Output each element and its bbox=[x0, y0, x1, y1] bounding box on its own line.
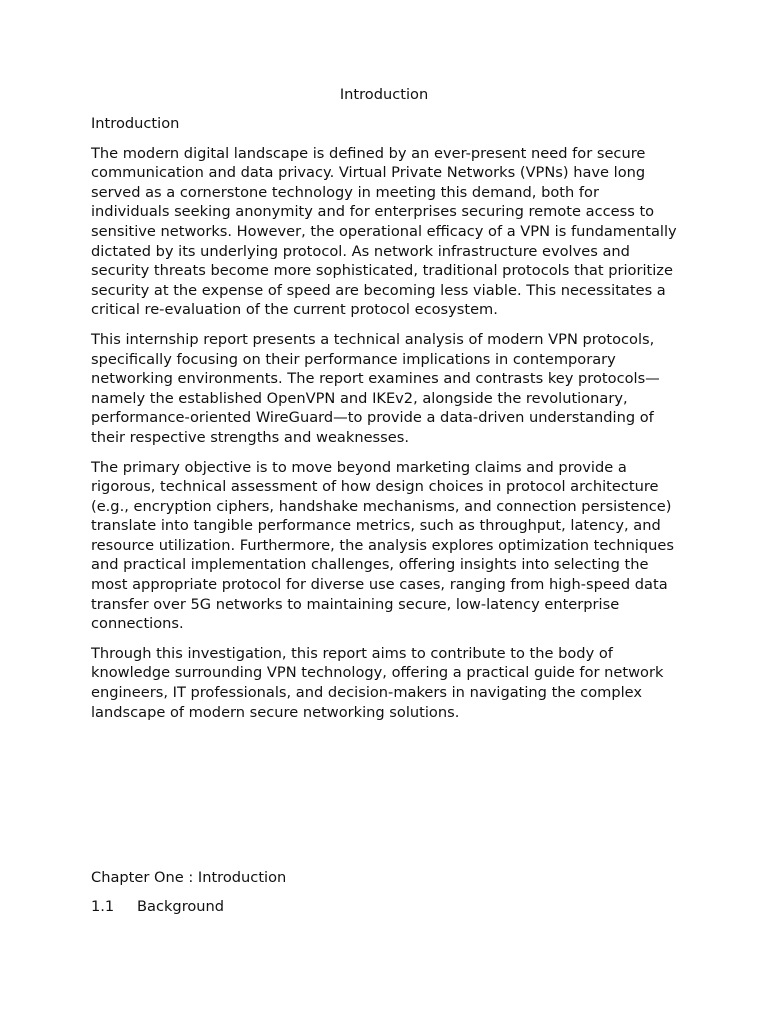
page-title: Introduction bbox=[339, 86, 429, 103]
paragraph-4: Through this investigation, this report aims to contribute to the body of knowledge surrounding VPN technology, offering a practical guide for network engineers, IT professionals, and decision-makers in navigating the complex landscape of modern secure networking solutions. bbox=[91, 644, 664, 721]
paragraph-1: The modern digital landscape is defined by an ever-present need for secure communication and data privacy. Virtual Private Networks (VPNs) have long served as a cornerstone technology in meeting this demand, both for individuals seeking anonymity and for enterprises securing remote access to sensitive networks. However, the operational efficacy of a VPN is fundamentally dictated by its underlying protocol. As network infrastructure evolves and security threats become more sophisticated, traditional protocols that prioritize security at the expense of speed are becoming less viable. This necessitates a critical re-evaluation of the current protocol ecosystem. bbox=[91, 144, 677, 319]
section-title: Background bbox=[137, 898, 225, 915]
introduction-heading: Introduction bbox=[91, 115, 180, 132]
paragraph-3: The primary objective is to move beyond marketing claims and provide a rigorous, technical assessment of how design choices in protocol architecture (e.g., encryption ciphers, handshake mechanisms, and connection persistence) translate into tangible performance metrics, such as throughput, latency, and resource utilization. Furthermore, the analysis explores optimization techniques and practical implementation challenges, offering insights into selecting the most appropriate protocol for diverse use cases, ranging from high-speed data transfer over 5G networks to maintaining secure, low-latency enterprise connections. bbox=[91, 458, 674, 633]
section-number: 1.1 bbox=[91, 898, 115, 915]
chapter-heading: Chapter One : Introduction bbox=[91, 869, 287, 886]
body-text-column bbox=[91, 114, 681, 732]
paragraph-2: This internship report presents a technical analysis of modern VPN protocols, specifically focusing on their performance implications in contemporary networking environments. The report examines and contrasts key protocols—namely the established OpenVPN and IKEv2, alongside the revolutionary, performance-oriented WireGuard—to provide a data-driven understanding of their respective strengths and weaknesses. bbox=[91, 330, 660, 446]
section-heading bbox=[91, 897, 224, 916]
